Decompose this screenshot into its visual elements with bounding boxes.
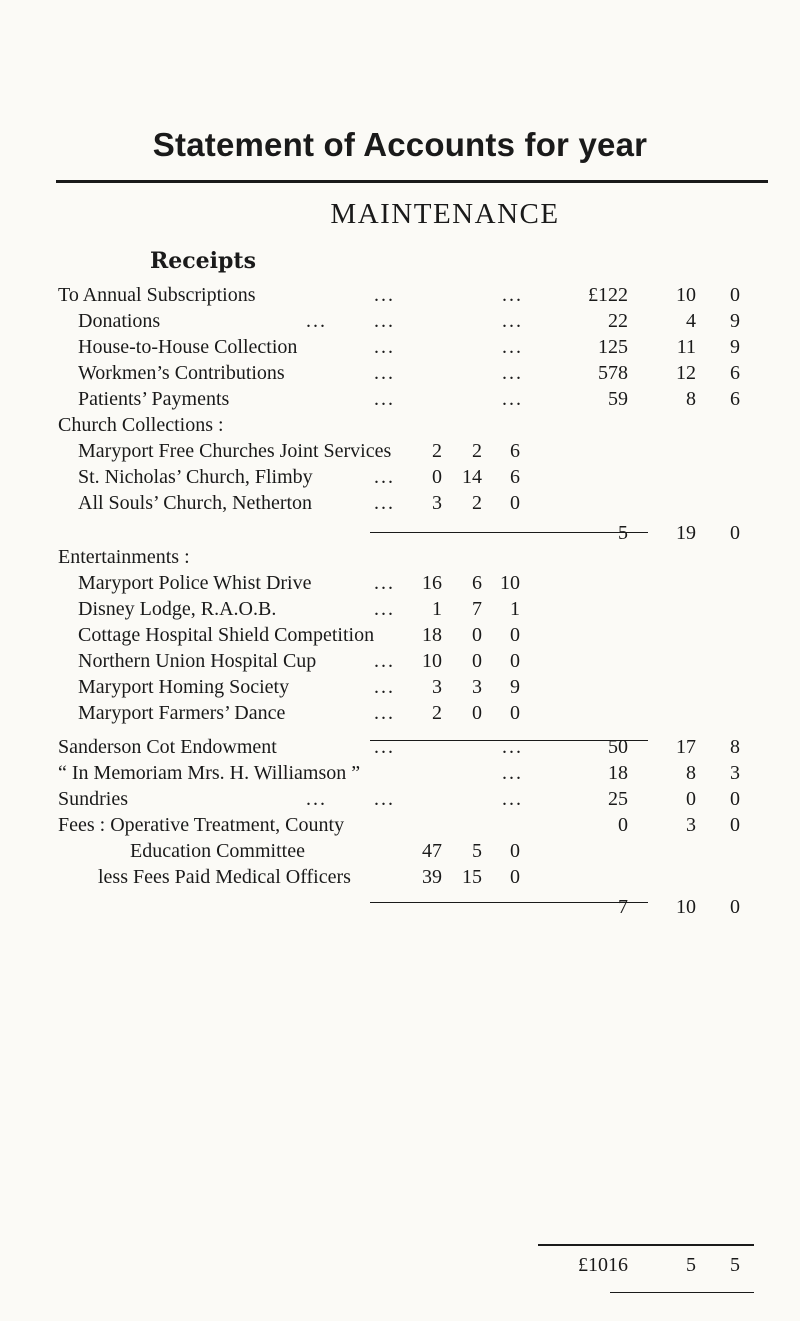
pounds: 18: [608, 762, 628, 784]
pence: 9: [730, 310, 740, 332]
inner-pence: 0: [510, 702, 520, 724]
leader-dots: ...: [502, 310, 523, 332]
leader-dots: ...: [374, 702, 395, 724]
subtotal-rule-fees: [370, 902, 648, 903]
title-rule: [56, 180, 768, 183]
leader-dots: ...: [374, 310, 395, 332]
receipt-row: [0, 762, 800, 786]
receipt-row: [0, 624, 800, 648]
receipt-row: [0, 310, 800, 334]
pounds: 25: [608, 788, 628, 810]
inner-pounds: 0: [432, 466, 442, 488]
shillings: 19: [676, 522, 696, 544]
inner-pounds: 1: [432, 598, 442, 620]
pounds: 50: [608, 736, 628, 758]
pence: 9: [730, 336, 740, 358]
leader-dots: ...: [374, 284, 395, 306]
inner-shillings: 2: [472, 492, 482, 514]
shillings: 0: [686, 788, 696, 810]
pounds: 125: [598, 336, 628, 358]
pounds: 5: [618, 522, 628, 544]
pence: 0: [730, 284, 740, 306]
row-label: Church Collections :: [58, 414, 224, 436]
receipt-row: [0, 284, 800, 308]
inner-pence: 9: [510, 676, 520, 698]
inner-shillings: 0: [472, 624, 482, 646]
inner-pence: 10: [500, 572, 520, 594]
receipt-row: [0, 522, 800, 546]
receipt-row: [0, 362, 800, 386]
row-label: To Annual Subscriptions: [58, 284, 256, 306]
inner-shillings: 7: [472, 598, 482, 620]
pounds: 0: [618, 814, 628, 836]
receipt-row: [0, 814, 800, 838]
inner-pounds: 2: [432, 702, 442, 724]
row-label: Maryport Homing Society: [78, 676, 290, 698]
pence: 0: [730, 814, 740, 836]
inner-shillings: 3: [472, 676, 482, 698]
row-label: Cottage Hospital Shield Competition: [78, 624, 375, 646]
leader-dots: ...: [502, 336, 523, 358]
inner-pounds: 18: [422, 624, 442, 646]
receipt-row: [0, 896, 800, 920]
pounds: 22: [608, 310, 628, 332]
inner-pounds: 16: [422, 572, 442, 594]
inner-pounds: 47: [422, 840, 442, 862]
inner-pounds: 3: [432, 676, 442, 698]
leader-dots: ...: [374, 466, 395, 488]
leader-dots: ...: [502, 736, 523, 758]
leader-dots: ...: [374, 336, 395, 358]
page-title: Statement of Accounts for year: [152, 126, 648, 163]
subtotal-rule-entertainments: [370, 740, 648, 741]
row-label: All Souls’ Church, Netherton: [78, 492, 313, 514]
row-label: Patients’ Payments: [78, 388, 230, 410]
total-rule-top: [538, 1244, 754, 1246]
inner-pence: 0: [510, 624, 520, 646]
leader-dots: ...: [502, 284, 523, 306]
inner-shillings: 0: [472, 650, 482, 672]
pence: 6: [730, 388, 740, 410]
shillings: 17: [676, 736, 696, 758]
receipt-row: [0, 866, 800, 890]
leader-dots: ...: [502, 762, 523, 784]
row-label: Sundries: [58, 788, 128, 810]
leader-dots: ...: [374, 788, 395, 810]
inner-pence: 0: [510, 866, 520, 888]
shillings: 8: [686, 762, 696, 784]
pence: 8: [730, 736, 740, 758]
row-label: House-to-House Collection: [78, 336, 298, 358]
row-label: Maryport Free Churches Joint Services: [78, 440, 392, 462]
receipt-row: [0, 676, 800, 700]
leader-dots: ...: [374, 388, 395, 410]
inner-pence: 0: [510, 492, 520, 514]
shillings: 3: [686, 814, 696, 836]
inner-pounds: 3: [432, 492, 442, 514]
receipt-row: [0, 388, 800, 412]
row-label: St. Nicholas’ Church, Flimby: [78, 466, 313, 488]
leader-dots: ...: [306, 788, 327, 810]
row-label: Donations: [78, 310, 161, 332]
receipts-heading: Receipts: [150, 248, 256, 274]
inner-pounds: 10: [422, 650, 442, 672]
receipt-row: [0, 788, 800, 812]
inner-shillings: 0: [472, 702, 482, 724]
row-label: “ In Memoriam Mrs. H. Williamson ”: [58, 762, 361, 784]
total-shillings: 5: [686, 1254, 696, 1276]
subtotal-rule-church: [370, 532, 648, 533]
receipt-row: [0, 336, 800, 360]
row-label: Maryport Farmers’ Dance: [78, 702, 286, 724]
pounds: £122: [588, 284, 628, 306]
pounds: 59: [608, 388, 628, 410]
receipt-row: [0, 414, 800, 438]
shillings: 8: [686, 388, 696, 410]
row-label: less Fees Paid Medical Officers: [98, 866, 351, 888]
receipt-row: [0, 702, 800, 726]
leader-dots: ...: [374, 492, 395, 514]
leader-dots: ...: [502, 388, 523, 410]
inner-pence: 6: [510, 440, 520, 462]
receipt-row: [0, 840, 800, 864]
pounds: 578: [598, 362, 628, 384]
row-label: Northern Union Hospital Cup: [78, 650, 317, 672]
inner-pence: 1: [510, 598, 520, 620]
row-label: Entertainments :: [58, 546, 190, 568]
row-label: Disney Lodge, R.A.O.B.: [78, 598, 277, 620]
pounds: 7: [618, 896, 628, 918]
shillings: 11: [676, 336, 696, 358]
receipt-row: [0, 440, 800, 464]
total-rule-bottom: [610, 1292, 754, 1293]
leader-dots: ...: [374, 676, 395, 698]
pence: 6: [730, 362, 740, 384]
receipt-row: [0, 650, 800, 674]
inner-pence: 6: [510, 466, 520, 488]
inner-pounds: 2: [432, 440, 442, 462]
inner-pence: 0: [510, 840, 520, 862]
shillings: 10: [676, 896, 696, 918]
section-heading: MAINTENANCE: [330, 198, 560, 230]
inner-pence: 0: [510, 650, 520, 672]
leader-dots: ...: [306, 310, 327, 332]
pence: 3: [730, 762, 740, 784]
leader-dots: ...: [374, 736, 395, 758]
row-label: Education Committee: [130, 840, 305, 862]
leader-dots: ...: [374, 572, 395, 594]
leader-dots: ...: [374, 362, 395, 384]
pence: 0: [730, 896, 740, 918]
inner-shillings: 5: [472, 840, 482, 862]
leader-dots: ...: [374, 650, 395, 672]
receipt-row: [0, 492, 800, 516]
row-label: Fees : Operative Treatment, County: [58, 814, 345, 836]
total-pounds: £1016: [578, 1254, 628, 1276]
inner-shillings: 6: [472, 572, 482, 594]
total-pence: 5: [730, 1254, 740, 1276]
receipt-row: [0, 598, 800, 622]
inner-pounds: 39: [422, 866, 442, 888]
leader-dots: ...: [374, 598, 395, 620]
row-label: Maryport Police Whist Drive: [78, 572, 312, 594]
pence: 0: [730, 522, 740, 544]
receipt-row: [0, 546, 800, 570]
row-label: Sanderson Cot Endowment: [58, 736, 277, 758]
leader-dots: ...: [502, 362, 523, 384]
row-label: Workmen’s Contributions: [78, 362, 285, 384]
inner-shillings: 15: [462, 866, 482, 888]
shillings: 4: [686, 310, 696, 332]
receipt-row: [0, 466, 800, 490]
inner-shillings: 2: [472, 440, 482, 462]
receipt-row: [0, 572, 800, 596]
inner-shillings: 14: [462, 466, 482, 488]
pence: 0: [730, 788, 740, 810]
total-row: [0, 1254, 800, 1278]
shillings: 12: [676, 362, 696, 384]
shillings: 10: [676, 284, 696, 306]
leader-dots: ...: [502, 788, 523, 810]
